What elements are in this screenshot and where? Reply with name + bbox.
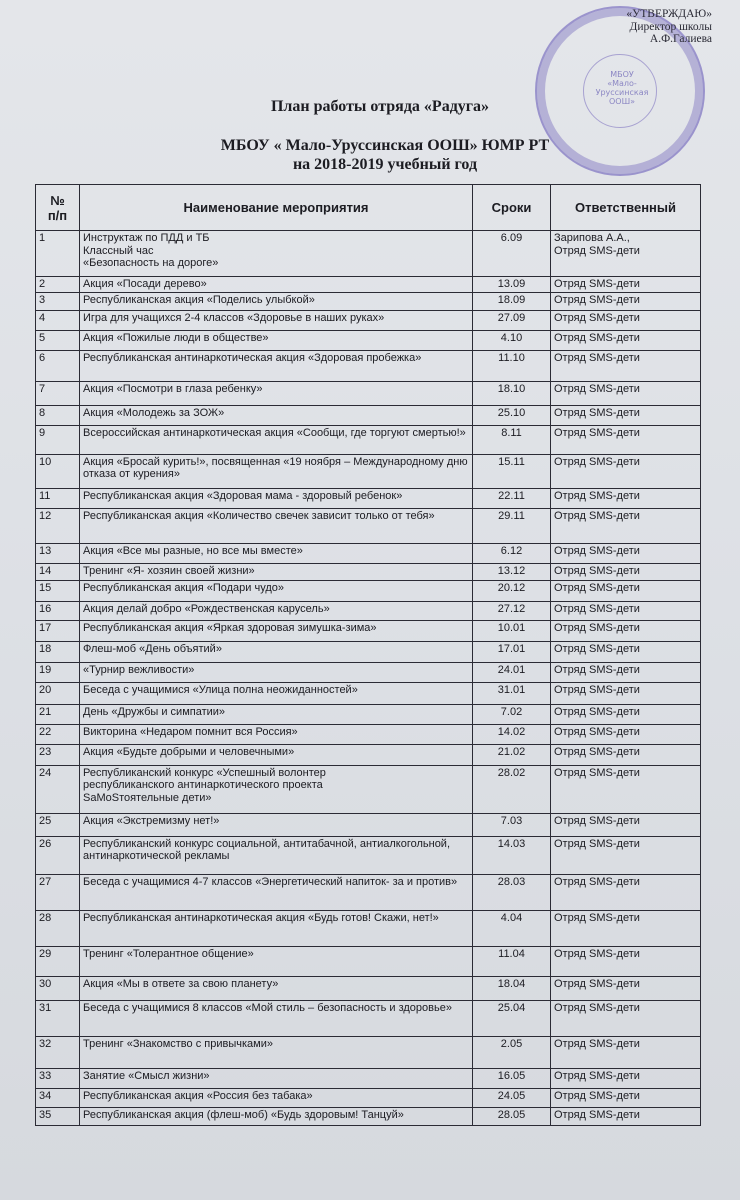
row-date: 13.09 [473,277,551,293]
row-number: 9 [36,425,80,454]
row-event-name: Республиканская антинаркотическая акция «Будь готов! Скажи, нет!» [80,910,473,946]
row-responsible: Отряд SMS-дети [551,405,701,425]
row-responsible: Отряд SMS-дети [551,1107,701,1125]
row-number: 19 [36,662,80,682]
row-date: 28.03 [473,874,551,910]
table-row [36,425,701,454]
stamp-line: МБОУ [610,70,634,79]
approval-block [562,8,712,46]
row-date: 15.11 [473,454,551,488]
table-row [36,1088,701,1107]
row-date: 8.11 [473,425,551,454]
row-date: 11.04 [473,946,551,976]
header-event-name: Наименование мероприятия [80,185,473,231]
row-event-name: Акция «Пожилые люди в обществе» [80,330,473,350]
row-number: 35 [36,1107,80,1125]
row-event-name: Акция «Посади дерево» [80,277,473,293]
row-responsible: Отряд SMS-дети [551,813,701,836]
header-dates: Сроки [473,185,551,231]
table-row [36,836,701,874]
table-row [36,310,701,330]
table-body [36,231,701,1126]
row-event-name: Республиканская акция (флеш-моб) «Будь здоровым! Танцуй» [80,1107,473,1125]
row-number: 24 [36,765,80,813]
row-date: 20.12 [473,580,551,601]
row-number: 4 [36,310,80,330]
row-number: 22 [36,724,80,744]
table-row [36,724,701,744]
row-responsible: Отряд SMS-дети [551,454,701,488]
row-number: 30 [36,976,80,1000]
approval-position: Директор школы [629,20,712,33]
row-event-name: Республиканская акция «Подари чудо» [80,580,473,601]
row-responsible: Отряд SMS-дети [551,874,701,910]
row-event-name: Инструктаж по ПДД и ТБ Классный час «Безопасность на дороге» [80,231,473,277]
table-row [36,620,701,641]
row-number: 2 [36,277,80,293]
approval-heading: «УТВЕРЖДАЮ» [626,8,712,20]
table-row [36,601,701,620]
row-responsible: Отряд SMS-дети [551,543,701,563]
table-row [36,405,701,425]
row-number: 23 [36,744,80,765]
row-number: 17 [36,620,80,641]
row-date: 29.11 [473,508,551,543]
table-row [36,454,701,488]
row-event-name: Игра для учащихся 2-4 классов «Здоровье в наших руках» [80,310,473,330]
row-number: 1 [36,231,80,277]
table-row [36,1036,701,1068]
row-date: 7.02 [473,704,551,724]
row-event-name: Республиканский конкурс социальной, антитабачной, антиалкогольной, антинаркотической рекламы [80,836,473,874]
table-row [36,508,701,543]
row-date: 14.03 [473,836,551,874]
table-row [36,946,701,976]
table-row [36,641,701,662]
row-responsible: Отряд SMS-дети [551,1088,701,1107]
table-row [36,704,701,724]
row-event-name: Республиканский конкурс «Успешный волонтер республиканского антинаркотического проекта SaMoSтоятельные дети» [80,765,473,813]
row-event-name: Всероссийская антинаркотическая акция «Сообщи, где торгуют смертью!» [80,425,473,454]
row-event-name: Беседа с учащимися 8 классов «Мой стиль – безопасность и здоровье» [80,1000,473,1036]
row-date: 27.09 [473,310,551,330]
row-responsible: Отряд SMS-дети [551,381,701,405]
row-responsible: Отряд SMS-дети [551,946,701,976]
row-number: 32 [36,1036,80,1068]
row-number: 27 [36,874,80,910]
row-number: 7 [36,381,80,405]
row-responsible: Отряд SMS-дети [551,765,701,813]
table-row [36,580,701,601]
header-responsible: Ответственный [551,185,701,231]
table-row [36,381,701,405]
row-date: 11.10 [473,350,551,381]
row-responsible: Отряд SMS-дети [551,310,701,330]
row-responsible: Отряд SMS-дети [551,724,701,744]
row-responsible: Отряд SMS-дети [551,662,701,682]
row-date: 27.12 [473,601,551,620]
row-date: 28.05 [473,1107,551,1125]
row-event-name: Республиканская акция «Здоровая мама - здоровый ребенок» [80,488,473,508]
row-number: 31 [36,1000,80,1036]
row-date: 21.02 [473,744,551,765]
table-row [36,292,701,310]
row-event-name: Занятие «Смысл жизни» [80,1068,473,1088]
row-number: 28 [36,910,80,946]
table-row [36,1107,701,1125]
table-row [36,277,701,293]
row-number: 25 [36,813,80,836]
row-date: 25.10 [473,405,551,425]
approval-name: А.Ф.Галиева [649,33,712,45]
row-date: 4.10 [473,330,551,350]
row-responsible: Отряд SMS-дети [551,350,701,381]
stamp-line: ООШ» [608,97,636,106]
row-event-name: Акция «Экстремизму нет!» [80,813,473,836]
row-event-name: Акция делай добро «Рождественская карусель» [80,601,473,620]
row-event-name: Викторина «Недаром помнит вся Россия» [80,724,473,744]
row-responsible: Отряд SMS-дети [551,292,701,310]
row-responsible: Отряд SMS-дети [551,330,701,350]
row-event-name: Акция «Мы в ответе за свою планету» [80,976,473,1000]
stamp-line: «Мало-Уруссинская [595,79,649,97]
row-event-name: Акция «Бросай курить!», посвященная «19 ноября – Международному дню отказа от курения» [80,454,473,488]
row-date: 13.12 [473,563,551,580]
row-date: 24.05 [473,1088,551,1107]
row-responsible: Отряд SMS-дети [551,744,701,765]
row-responsible: Отряд SMS-дети [551,563,701,580]
row-responsible: Отряд SMS-дети [551,277,701,293]
table-row [36,1068,701,1088]
row-event-name: Акция «Молодежь за ЗОЖ» [80,405,473,425]
row-number: 13 [36,543,80,563]
row-number: 12 [36,508,80,543]
table-row [36,563,701,580]
row-number: 14 [36,563,80,580]
row-responsible: Отряд SMS-дети [551,425,701,454]
row-number: 15 [36,580,80,601]
table-row [36,976,701,1000]
row-event-name: Беседа с учащимися 4-7 классов «Энергетический напиток- за и против» [80,874,473,910]
table-row [36,744,701,765]
row-date: 24.01 [473,662,551,682]
row-number: 33 [36,1068,80,1088]
row-number: 5 [36,330,80,350]
row-responsible: Отряд SMS-дети [551,1068,701,1088]
row-number: 20 [36,682,80,704]
row-responsible: Отряд SMS-дети [551,910,701,946]
row-event-name: Республиканская акция «Яркая здоровая зимушка-зима» [80,620,473,641]
row-number: 34 [36,1088,80,1107]
table-row [36,682,701,704]
table-row [36,765,701,813]
table-row [36,874,701,910]
row-date: 28.02 [473,765,551,813]
table-row [36,910,701,946]
row-event-name: Тренинг «Я- хозяин своей жизни» [80,563,473,580]
table-row [36,231,701,277]
row-date: 2.05 [473,1036,551,1068]
row-number: 3 [36,292,80,310]
header-number: № п/п [36,185,80,231]
table-header-row [36,185,701,231]
row-date: 18.09 [473,292,551,310]
row-number: 29 [36,946,80,976]
row-responsible: Зарипова А.А., Отряд SMS-дети [551,231,701,277]
row-responsible: Отряд SMS-дети [551,601,701,620]
row-responsible: Отряд SMS-дети [551,641,701,662]
row-date: 14.02 [473,724,551,744]
document-subtitle: МБОУ « Мало-Уруссинская ООШ» ЮМР РТ на 2018-2019 учебный год [220,137,550,173]
row-event-name: Акция «Будьте добрыми и человечными» [80,744,473,765]
row-responsible: Отряд SMS-дети [551,836,701,874]
row-number: 26 [36,836,80,874]
row-date: 6.12 [473,543,551,563]
table-row [36,813,701,836]
row-date: 22.11 [473,488,551,508]
row-responsible: Отряд SMS-дети [551,508,701,543]
row-date: 4.04 [473,910,551,946]
row-responsible: Отряд SMS-дети [551,1036,701,1068]
row-event-name: Республиканская акция «Количество свечек зависит только от тебя» [80,508,473,543]
table-row [36,662,701,682]
row-number: 6 [36,350,80,381]
row-number: 21 [36,704,80,724]
row-event-name: Республиканская акция «Поделись улыбкой» [80,292,473,310]
row-responsible: Отряд SMS-дети [551,620,701,641]
row-responsible: Отряд SMS-дети [551,976,701,1000]
row-event-name: Тренинг «Знакомство с привычками» [80,1036,473,1068]
row-event-name: Беседа с учащимися «Улица полна неожиданностей» [80,682,473,704]
row-date: 10.01 [473,620,551,641]
row-date: 6.09 [473,231,551,277]
row-event-name: Тренинг «Толерантное общение» [80,946,473,976]
row-number: 11 [36,488,80,508]
row-responsible: Отряд SMS-дети [551,704,701,724]
row-event-name: Акция «Посмотри в глаза ребенку» [80,381,473,405]
row-number: 8 [36,405,80,425]
row-event-name: Акция «Все мы разные, но все мы вместе» [80,543,473,563]
table-row [36,488,701,508]
row-responsible: Отряд SMS-дети [551,488,701,508]
row-event-name: День «Дружбы и симпатии» [80,704,473,724]
row-event-name: Республиканская антинаркотическая акция «Здоровая пробежка» [80,350,473,381]
row-date: 18.04 [473,976,551,1000]
row-responsible: Отряд SMS-дети [551,580,701,601]
row-date: 17.01 [473,641,551,662]
plan-table [35,184,701,1126]
table-row [36,330,701,350]
row-date: 31.01 [473,682,551,704]
table-row [36,350,701,381]
row-responsible: Отряд SMS-дети [551,1000,701,1036]
row-number: 18 [36,641,80,662]
row-event-name: Флеш-моб «День объятий» [80,641,473,662]
table-row [36,543,701,563]
row-date: 7.03 [473,813,551,836]
document-title: План работы отряда «Радуга» [270,98,490,115]
table-row [36,1000,701,1036]
row-number: 10 [36,454,80,488]
row-event-name: «Турнир вежливости» [80,662,473,682]
row-date: 18.10 [473,381,551,405]
row-responsible: Отряд SMS-дети [551,682,701,704]
row-event-name: Республиканская акция «Россия без табака» [80,1088,473,1107]
row-date: 25.04 [473,1000,551,1036]
row-number: 16 [36,601,80,620]
row-date: 16.05 [473,1068,551,1088]
